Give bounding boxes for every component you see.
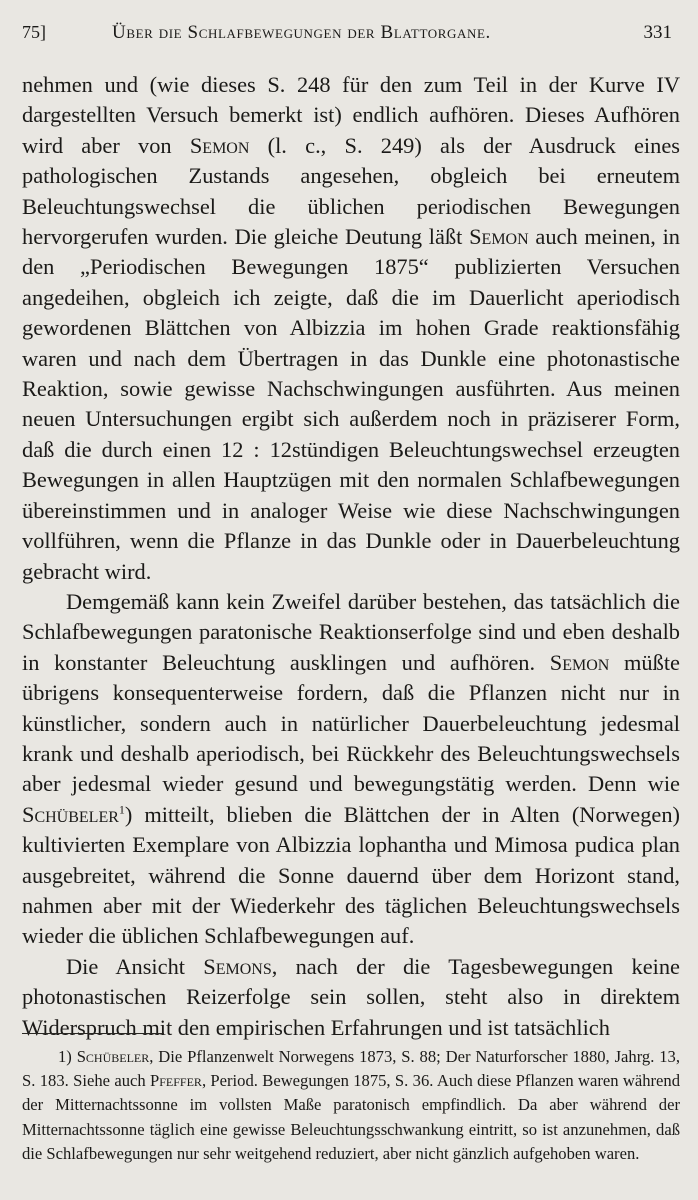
- paragraph-3: [22, 952, 680, 1043]
- footnote-1: [22, 1045, 680, 1166]
- footnote: [22, 1045, 680, 1166]
- author-name-smallcaps: Schübeler: [22, 801, 119, 827]
- page-number: 331: [643, 22, 672, 43]
- text-run: nehmen und (wie dieses S. 248 für den zum Teil in der Kurve IV dargestellten Versuch bemerkt ist) endlich aufhören. Dieses Aufhören wird aber von: [22, 72, 680, 158]
- text-run: , Period. Bewegungen 1875, S. 36. Auch diese Pflanzen waren während der Mitternachtssonne im vollsten Maße paratonisch empfindlich. Da aber während der Mitternachtssonne täglich eine gewisse Beleuchtungsschwankung eintritt, so ist anzunehmen, daß die Schlafbewegungen nur sehr weitgehend reduziert, aber nicht gänzlich aufgehoben waren.: [22, 1071, 680, 1163]
- text-run: Die Ansicht: [66, 953, 204, 979]
- paragraph-2: [22, 587, 680, 952]
- author-name-smallcaps: Pfeffer: [150, 1071, 202, 1091]
- footnote-marker: 1): [58, 1047, 77, 1066]
- main-text: [22, 70, 680, 1043]
- author-name-smallcaps: Schübeler: [76, 1047, 150, 1066]
- text-run: ) mitteilt, blieben die Blättchen der in Alten (Norwegen) kultivierten Exemplare von Albizzia lophantha und Mimosa pudica plan ausgebreitet, während die Sonne dauernd über dem Horizont stand, nahmen aber mit der Wiederkehr des täglichen Beleuchtungswechsels wieder die üblichen Schlafbewegungen auf.: [22, 801, 680, 949]
- author-name-smallcaps: Semon: [469, 224, 529, 250]
- author-name-smallcaps: Semons: [203, 953, 272, 979]
- footnote-divider: [22, 1033, 164, 1034]
- footnote-reference[interactable]: 1: [118, 802, 125, 817]
- text-run: Demgemäß kann kein Zweifel darüber bestehen, das tatsächlich die Schlafbewegungen paratonische Reaktionserfolge sind und eben deshalb in konstanter Beleuchtung ausklingen und aufhören.: [22, 588, 680, 675]
- running-title: Über die Schlafbewegungen der Blattorgane.: [112, 22, 491, 43]
- text-run: auch meinen, in den „Periodischen Bewegungen 1875“ publizierten Versuchen angedeihen, obgleich ich zeigte, daß die im Dauerlicht aperiodisch gewordenen Blättchen von Albizzia im hohen Grade reaktionsfähig waren und nach dem Übertragen in das Dunkle eine photonastische Reaktion, sowie gewisse Nachschwingungen ausführten. Aus meinen neuen Untersuchungen ergibt sich außerdem noch in präziserer Form, daß die durch einen 12 : 12stündigen Beleuchtungswechsel erzeugten Bewegungen in allen Hauptzügen mit den normalen Schlafbewegungen übereinstimmen und in analoger Weise wie diese Nachschwingungen vollführen, wenn die Pflanze in das Dunkle oder in Dauerbeleuchtung gebracht wird.: [22, 224, 680, 584]
- text-run: , nach der die Tagesbewegungen keine photonastischen Reizerfolge sein sollen, steht also in direktem Widerspruch mit den empirischen Erfahrungen und ist tatsächlich: [22, 953, 680, 1040]
- running-header: [22, 22, 676, 56]
- section-marker: 75]: [22, 22, 46, 42]
- paragraph-1: [22, 70, 680, 587]
- text-run: , Die Pflanzenwelt Norwegens 1873, S. 88; Der Naturforscher 1880, Jahrg. 13, S. 183. Siehe auch: [22, 1047, 680, 1091]
- author-name-smallcaps: Semon: [549, 649, 610, 675]
- text-run: (l. c., S. 249) als der Ausdruck eines pathologischen Zustands angesehen, obgleich bei erneutem Beleuchtungswechsel die üblichen periodischen Bewegungen hervorgerufen wurden. Die gleiche Deutung läßt: [22, 132, 681, 250]
- text-run: müßte übrigens konsequenterweise fordern, daß die Pflanzen nicht nur in künstlicher, sondern auch in natürlicher Dauerbeleuchtung jedesmal krank und deshalb aperiodisch, bei Rückkehr des Beleuchtungswechsels aber jedesmal wieder gesund und bewegungstätig werden. Denn wie: [22, 649, 680, 797]
- author-name-smallcaps: Semon: [189, 132, 250, 158]
